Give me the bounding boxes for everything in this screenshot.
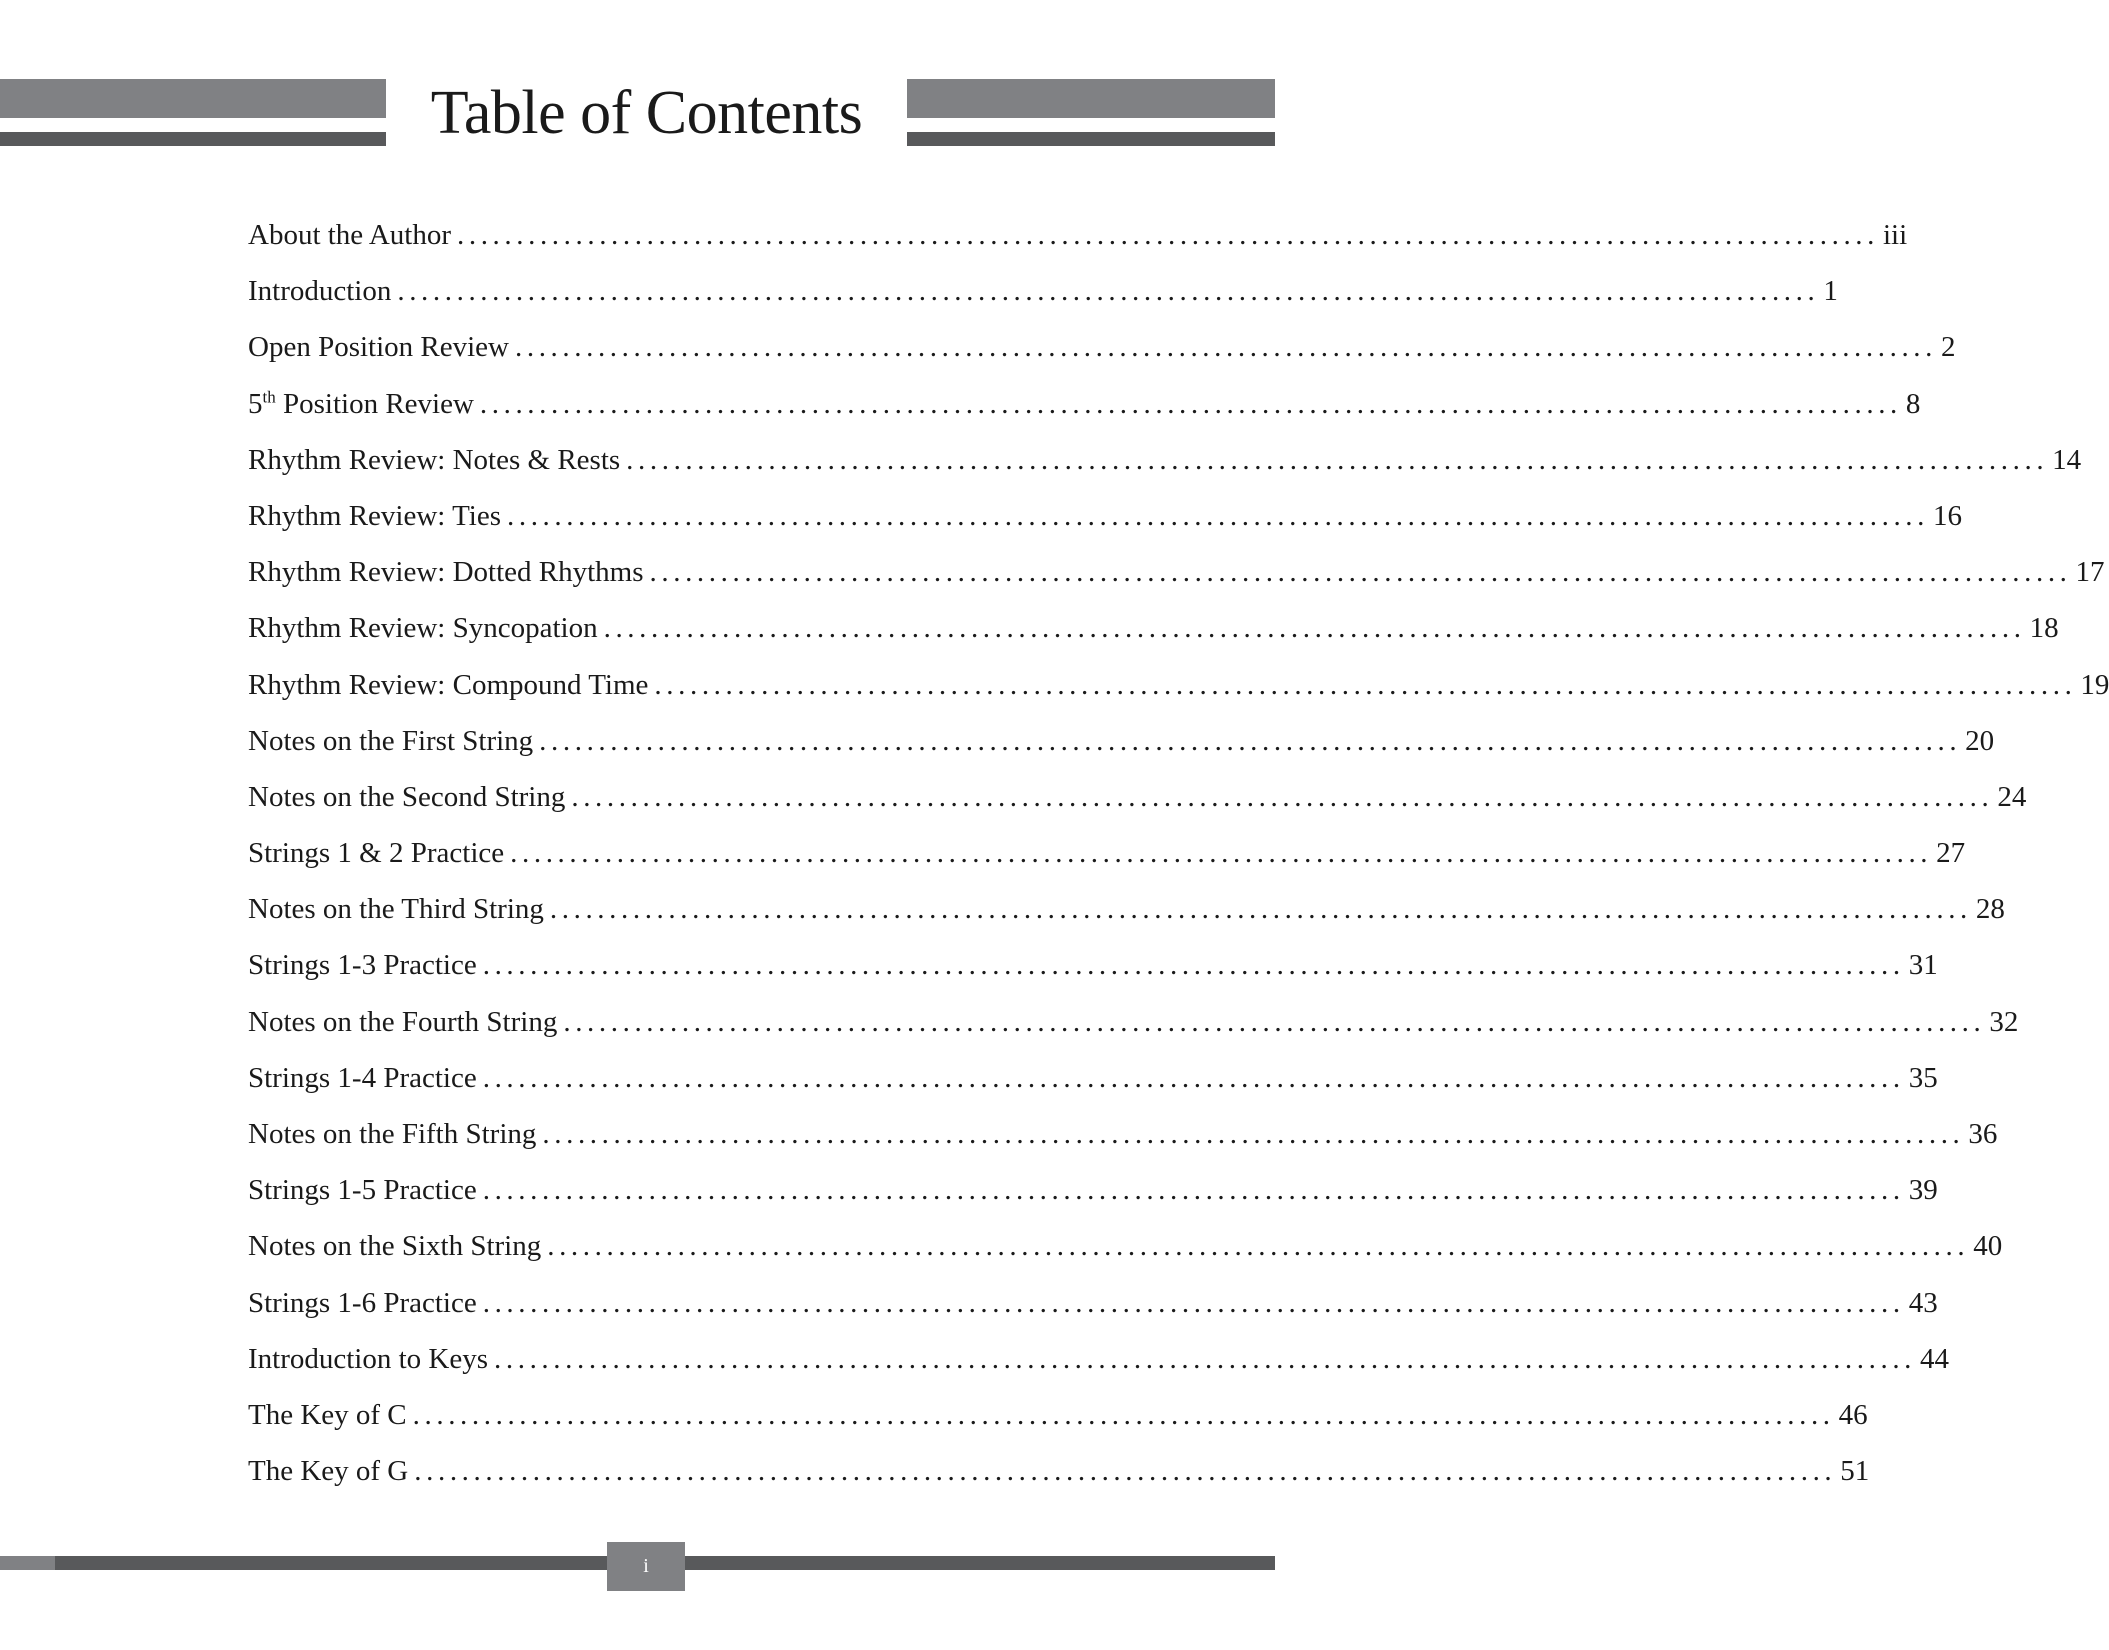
toc-label: Strings 1-5 Practice: [248, 1174, 477, 1207]
toc-page-number: 43: [1908, 1286, 1938, 1319]
toc-entry-rhythm-review-ties[interactable]: [248, 494, 1962, 550]
toc-entry-rhythm-review-compound-time[interactable]: [248, 663, 2109, 719]
toc-page-number: 35: [1908, 1061, 1938, 1094]
toc-page-number: 51: [1840, 1455, 1870, 1488]
dot-leader: ........................................................................................................................: [482, 1174, 1905, 1207]
toc-label: Strings 1-4 Practice: [248, 1061, 477, 1094]
toc-entry-rhythm-review-dotted-rhythms[interactable]: [248, 550, 2105, 606]
toc-entry-notes-fourth-string[interactable]: [248, 1000, 2019, 1056]
toc-label: Notes on the Fifth String: [248, 1118, 537, 1150]
toc-label-superscript: th: [262, 386, 276, 406]
toc-entry-strings-1-4-practice[interactable]: [248, 1056, 1938, 1112]
toc-page-number: 18: [2029, 612, 2059, 645]
toc-entry-introduction[interactable]: [248, 269, 1838, 325]
toc-page-number: 31: [1908, 949, 1938, 982]
dot-leader: ........................................................................................................................: [414, 1455, 1837, 1488]
toc-page-number: 46: [1838, 1398, 1868, 1431]
toc-entry-notes-fifth-string[interactable]: [248, 1112, 1998, 1168]
dot-leader: ........................................................................................................................: [563, 1005, 1986, 1038]
toc-label: Notes on the First String: [248, 724, 534, 757]
dot-leader: ........................................................................................................................: [571, 780, 1994, 813]
page-number: i: [607, 1542, 685, 1591]
toc-label: About the Author: [248, 219, 451, 251]
toc-entry-open-position-review[interactable]: [248, 325, 1956, 381]
toc-page-number: 17: [2075, 556, 2105, 589]
toc-entry-strings-1-5-practice[interactable]: [248, 1168, 1938, 1224]
toc-entry-notes-sixth-string[interactable]: [248, 1224, 2003, 1280]
footer-bar-left: [0, 1556, 607, 1570]
header-bar-right-thin: [907, 132, 1275, 146]
header-bar-right-thick: [907, 79, 1275, 118]
toc-label: Strings 1-6 Practice: [248, 1286, 477, 1319]
toc-label: The Key of C: [248, 1398, 407, 1431]
header-bar-left-thick: [0, 79, 386, 118]
toc-page-number: 2: [1941, 331, 1956, 364]
toc-label: Notes on the Fourth String: [248, 1005, 558, 1038]
toc-entry-rhythm-review-syncopation[interactable]: [248, 606, 2059, 662]
dot-leader: ........................................................................................................................: [412, 1398, 1835, 1431]
toc-label-text: Position Review: [275, 387, 474, 420]
dot-leader: ........................................................................................................................: [510, 837, 1933, 870]
dot-leader: ........................................................................................................................: [482, 1286, 1905, 1319]
page-title: Table of Contents: [430, 79, 863, 147]
table-of-contents: [248, 213, 2109, 1505]
toc-label: Introduction: [248, 275, 392, 308]
toc-label: Rhythm Review: Syncopation: [248, 612, 598, 645]
toc-label: Rhythm Review: Compound Time: [248, 668, 649, 701]
toc-page-number: 24: [1997, 780, 2027, 813]
toc-page-number: 14: [2052, 443, 2082, 476]
dot-leader: ........................................................................................................................: [626, 443, 2049, 476]
toc-label: [248, 382, 480, 426]
dot-leader: ........................................................................................................................: [494, 1342, 1917, 1375]
footer-bar-stub: [0, 1556, 55, 1570]
toc-entry-notes-second-string[interactable]: [248, 775, 2027, 831]
toc-page-number: 36: [1968, 1118, 1998, 1150]
toc-entry-about-the-author[interactable]: [248, 213, 1908, 269]
dot-leader: ........................................................................................................................: [515, 331, 1937, 364]
toc-entry-5th-position-review[interactable]: [248, 382, 1921, 438]
toc-page-number: 32: [1989, 1005, 2019, 1038]
dot-leader: ........................................................................................................................: [549, 893, 1972, 926]
toc-page-number: iii: [1883, 219, 1908, 251]
toc-page-number: 39: [1908, 1174, 1938, 1207]
dot-leader: ........................................................................................................................: [542, 1118, 1965, 1150]
toc-page-number: 8: [1905, 387, 1921, 420]
toc-page-number: 19: [2080, 668, 2109, 701]
toc-page-number: 16: [1933, 499, 1962, 532]
toc-entry-strings-1-3-practice[interactable]: [248, 943, 1938, 999]
toc-label: The Key of G: [248, 1455, 409, 1488]
toc-label-prefix: 5: [248, 387, 263, 420]
toc-entry-introduction-to-keys[interactable]: [248, 1337, 1950, 1393]
header-bar-left-thin: [0, 132, 386, 146]
toc-page-number: 27: [1936, 837, 1966, 870]
dot-leader: ........................................................................................................................: [547, 1230, 1970, 1263]
toc-entry-notes-third-string[interactable]: [248, 887, 2005, 943]
footer-bar-right: [685, 1556, 1275, 1570]
dot-leader: ........................................................................................................................: [482, 1061, 1905, 1094]
dot-leader: ........................................................................................................................: [397, 275, 1820, 308]
toc-entry-strings-1-2-practice[interactable]: [248, 831, 1966, 887]
toc-entry-key-of-g[interactable]: [248, 1449, 1870, 1505]
toc-label: Notes on the Third String: [248, 893, 544, 926]
toc-page-number: 44: [1920, 1342, 1950, 1375]
toc-page-number: 1: [1823, 275, 1838, 308]
toc-label: Rhythm Review: Ties: [248, 499, 501, 532]
dot-leader: ........................................................................................................................: [603, 612, 2026, 645]
toc-label: Rhythm Review: Notes & Rests: [248, 443, 621, 476]
dot-leader: ........................................................................................................................: [654, 668, 2077, 701]
toc-page-number: 28: [1975, 893, 2005, 926]
toc-entry-strings-1-6-practice[interactable]: [248, 1281, 1938, 1337]
toc-label: Introduction to Keys: [248, 1342, 489, 1375]
toc-label: Strings 1 & 2 Practice: [248, 837, 505, 870]
dot-leader: ........................................................................................................................: [539, 724, 1962, 757]
toc-label: Open Position Review: [248, 331, 509, 364]
toc-entry-key-of-c[interactable]: [248, 1393, 1868, 1449]
dot-leader: ........................................................................................................................: [482, 949, 1905, 982]
toc-page-number: 20: [1965, 724, 1995, 757]
toc-page-number: 40: [1973, 1230, 2003, 1263]
dot-leader: ........................................................................................................................: [479, 387, 1902, 420]
dot-leader: ........................................................................................................................: [507, 499, 1929, 532]
toc-label: Notes on the Sixth String: [248, 1230, 542, 1263]
toc-label: Strings 1-3 Practice: [248, 949, 477, 982]
dot-leader: ........................................................................................................................: [457, 219, 1879, 251]
toc-entry-notes-first-string[interactable]: [248, 719, 1995, 775]
toc-entry-rhythm-review-notes-rests[interactable]: [248, 438, 2082, 494]
toc-label: Rhythm Review: Dotted Rhythms: [248, 556, 644, 589]
toc-label: Notes on the Second String: [248, 780, 566, 813]
dot-leader: ........................................................................................................................: [649, 556, 2072, 589]
